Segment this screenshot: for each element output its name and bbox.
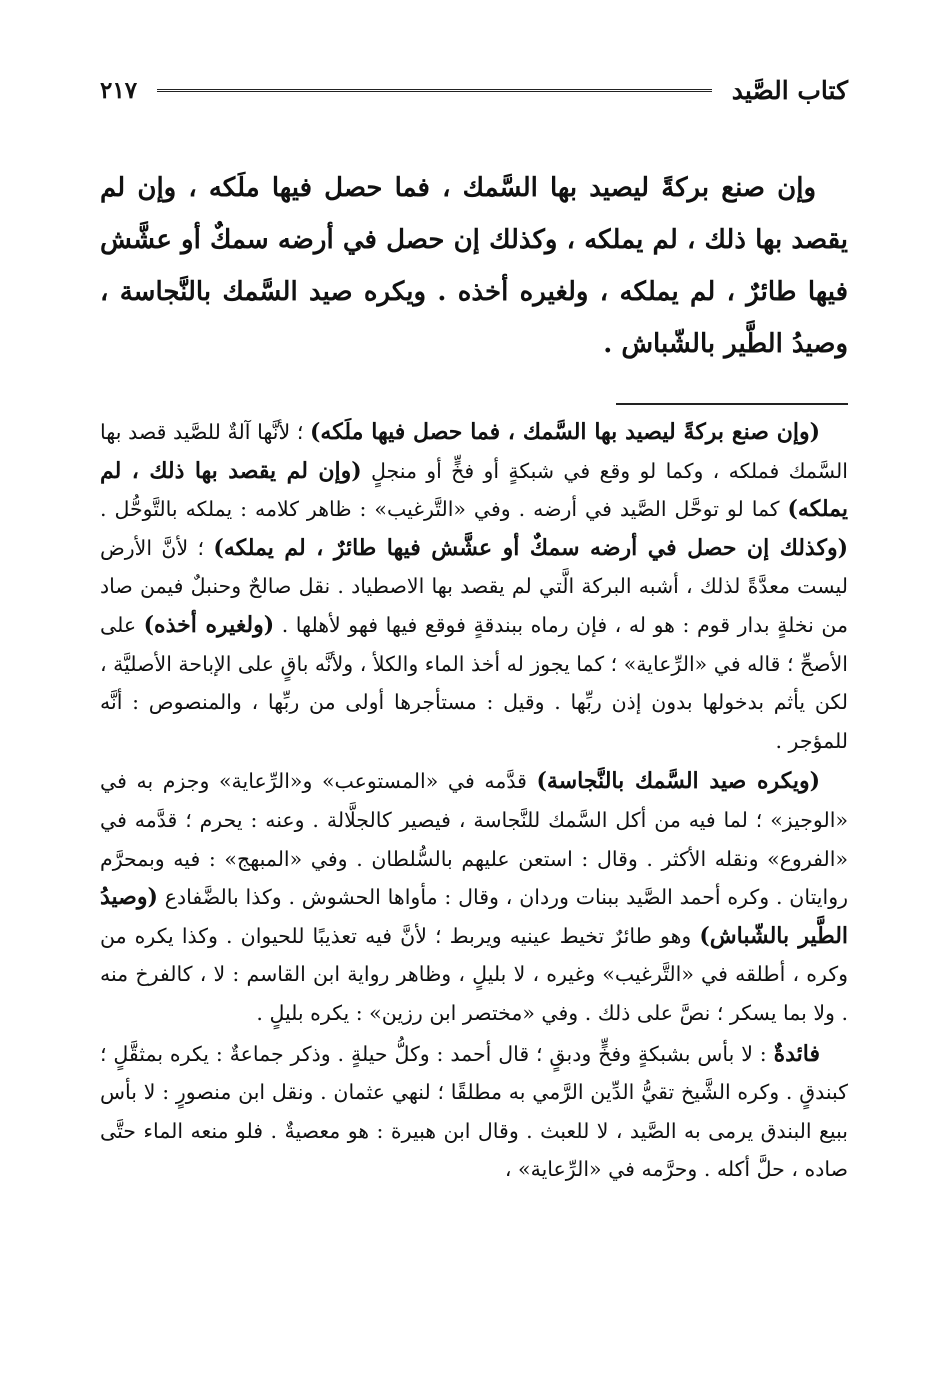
page-number: ٢١٧ [100, 76, 138, 104]
commentary [100, 413, 848, 1189]
quoted-text: (وإن صنع بركةً ليصيد بها السَّمك ، فما حصل فيها ملَكه) [310, 419, 820, 445]
footnote-separator [616, 403, 848, 405]
commentary-paragraph [100, 413, 848, 760]
commentary-paragraph [100, 762, 848, 1032]
quoted-text: (ولغيره أخذه) [143, 611, 275, 638]
commentary-text: وهو طائرٌ تخيط عينيه ويربط ؛ لأنَّ فيه تعذيبًا للحيوان . وكذا يكره من وكره ، أطلقه في «التَّرغيب» وغيره ، لا بليلٍ ، وظاهر رواية ابن القاسم : لا ، كالفرخ منه . ولا بما يسكر ؛ نصَّ على ذلك . وفي «مختصر ابن رزين» : يكره بليلٍ . [100, 923, 848, 1025]
header-rule [157, 89, 712, 92]
commentary-text: ؛ لأنَّها آلةٌ للصَّيد قصد بها السَّمك فملكه ، وكما لو وقع في شبكةٍ أو فخٍّ أو منجلٍ [100, 420, 848, 483]
commentary-text: على الأصحِّ ؛ قاله في «الرِّعاية» ؛ كما يجوز له أخذ الماء والكلأ ، ولأنَّه باقٍ على الإباحة الأصليَّة ، لكن يأثم بدخولها بدون إذن ربِّها . وقيل : مستأجرها أولى من ربِّها ، والمنصوص : أنَّه للمؤجر . [100, 612, 848, 753]
quoted-text: (وإن لم يقصد بها ذلك ، لم يملكه) [100, 457, 848, 523]
quoted-text: فائدةٌ [773, 1040, 820, 1067]
commentary-text: كما لو توحَّل الصَّيد في أرضه . وفي «التَّرغيب» : ظاهر كلامه : يملكه بالتَّوحُّل . [100, 497, 788, 522]
commentary-paragraph [100, 1035, 848, 1189]
commentary-text: ؛ لأنَّ الأرض ليست معدَّةً لذلك ، أشبه البركة الَّتي لم يقصد بها الاصطياد . نقل صالحٌ وحنبلٌ فيمن صاد من نخلةٍ بدار قوم : هو له ، فإن رماه ببندقةٍ فوقع فيها فهو لأهلها . [100, 535, 848, 637]
quoted-text: (وكذلك إن حصل في أرضه سمكٌ أو عشَّش فيها طائرٌ ، لم يملكه) [213, 534, 848, 561]
quoted-text: (وصيدُ الطَّير بالشّباش) [100, 884, 849, 949]
commentary-text: قدَّمه في «المستوعب» و«الرِّعاية» وجزم به في «الوجيز» ؛ لما فيه من أكل السَّمك للنَّجاسة ، فيصير كالجلَّالة . وعنه : يحرم ؛ قدَّمه في «الفروع» ونقله الأكثر . وقال : استعن عليهم بالسُّلطان . وفي «المبهج» : فيه وبمحرَّم روايتان . وكره أحمد الصَّيد ببنات وردان ، وقال : مأواها الحشوش . وكذا بالضَّفادع [100, 769, 848, 910]
running-title: كتاب الصَّيد [731, 75, 848, 105]
quoted-text: (ويكره صيد السَّمك بالنَّجاسة) [536, 768, 820, 795]
commentary-text: : لا بأس بشبكةٍ وفخٍّ ودبقٍ ؛ قال أحمد : وكلُّ حيلةٍ . وذكر جماعةٌ : يكره بمثقَّلٍ ؛ كبندقٍ . وكره الشَّيخ تقيُّ الدِّين الرَّمي به مطلقًا ؛ لنهي عثمان . ونقل ابن منصورٍ : لا بأس ببيع البندق يرمى به الصَّيد ، لا للعبث . وقال ابن هبيرة : هو معصيةٌ . فلو منعه الماء حتَّى صاده ، حلَّ أكله . وحرَّمه في «الرِّعاية» ، [100, 1041, 848, 1182]
main-paragraph: وإن صنع بركةً ليصيد بها السَّمك ، فما حصل فيها ملَكه ، وإن لم يقصد بها ذلك ، لم يملكه ، وكذلك إن حصل في أرضه سمكٌ أو عشَّش فيها طائرٌ ، لم يملكه ، ولغيره أخذه . ويكره صيد السَّمك بالنَّجاسة ، وصيدُ الطَّير بالشّباش . [100, 173, 848, 359]
main-text [100, 162, 848, 370]
page-header [100, 70, 848, 110]
